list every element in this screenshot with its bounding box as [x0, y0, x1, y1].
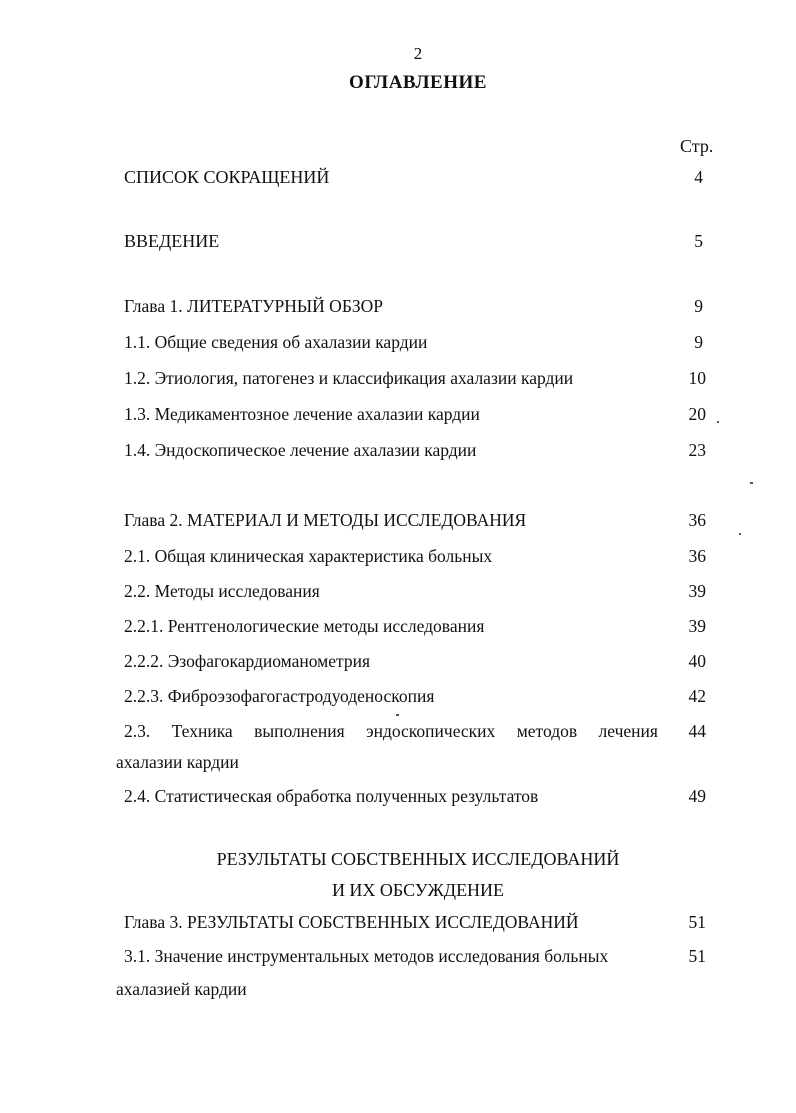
toc-entry-introduction: ВВЕДЕНИЕ: [124, 231, 220, 251]
scan-speck: [396, 714, 399, 716]
page-title: ОГЛАВЛЕНИЕ: [349, 72, 487, 93]
toc-entry-page: 10: [688, 368, 706, 388]
toc-word: Техника: [171, 721, 233, 741]
toc-entry-3-1-line2: ахалазией кардии: [116, 979, 247, 999]
toc-entry-chapter-2: Глава 2. МАТЕРИАЛ И МЕТОДЫ ИССЛЕДОВАНИЯ: [124, 510, 527, 530]
toc-entry-abbreviations: СПИСОК СОКРАЩЕНИЙ: [124, 167, 330, 187]
scan-speck: [717, 421, 719, 423]
toc-word: методов: [516, 721, 578, 741]
toc-entry-2-3-line2: ахалазии кардии: [116, 752, 239, 772]
toc-entry-page: 4: [694, 167, 703, 187]
toc-entry-page: 36: [688, 546, 706, 566]
toc-entry-page: 20: [688, 404, 706, 424]
page-number: 2: [413, 44, 423, 63]
toc-word: лечения: [598, 721, 658, 741]
toc-entry-chapter-1: Глава 1. ЛИТЕРАТУРНЫЙ ОБЗОР: [124, 296, 384, 316]
toc-entry-page: 49: [688, 786, 706, 806]
toc-word: выполнения: [254, 721, 345, 741]
toc-entry-page: 51: [688, 912, 706, 932]
toc-entry-page: 9: [694, 296, 703, 316]
section-heading-line1: РЕЗУЛЬТАТЫ СОБСТВЕННЫХ ИССЛЕДОВАНИЙ: [216, 849, 620, 869]
toc-entry-3-1-line1: 3.1. Значение инструментальных методов исследования больных: [124, 946, 609, 966]
toc-entry-1-1: 1.1. Общие сведения об ахалазии кардии: [124, 332, 428, 352]
toc-entry-page: 39: [688, 616, 706, 636]
toc-entry-chapter-3: Глава 3. РЕЗУЛЬТАТЫ СОБСТВЕННЫХ ИССЛЕДОВАНИЙ: [124, 912, 579, 932]
toc-entry-page: 44: [688, 721, 706, 741]
toc-entry-page: 5: [694, 231, 703, 251]
toc-entry-2-4: 2.4. Статистическая обработка полученных результатов: [124, 786, 539, 806]
toc-entry-1-2: 1.2. Этиология, патогенез и классификация ахалазии кардии: [124, 368, 574, 388]
toc-entry-1-4: 1.4. Эндоскопическое лечение ахалазии кардии: [124, 440, 477, 460]
toc-entry-2-2-3: 2.2.3. Фиброэзофагогастродуоденоскопия: [124, 686, 435, 706]
toc-word: 2.3.: [124, 721, 151, 741]
toc-entry-page: 9: [694, 332, 703, 352]
toc-entry-page: 42: [688, 686, 706, 706]
scan-speck: [739, 533, 741, 535]
toc-entry-page: 39: [688, 581, 706, 601]
toc-entry-page: 51: [688, 946, 706, 966]
page-column-label: Стр.: [680, 136, 714, 156]
toc-entry-1-3: 1.3. Медикаментозное лечение ахалазии кардии: [124, 404, 480, 424]
toc-entry-2-3-line1: [124, 721, 658, 742]
toc-entry-page: 40: [688, 651, 706, 671]
toc-entry-page: 23: [688, 440, 706, 460]
toc-entry-2-2-2: 2.2.2. Эзофагокардиоманометрия: [124, 651, 371, 671]
toc-word: эндоскопических: [366, 721, 496, 741]
scan-speck: [750, 482, 753, 484]
toc-entry-page: 36: [688, 510, 706, 530]
toc-entry-2-2: 2.2. Методы исследования: [124, 581, 320, 601]
toc-entry-2-1: 2.1. Общая клиническая характеристика больных: [124, 546, 493, 566]
toc-entry-2-2-1: 2.2.1. Рентгенологические методы исследования: [124, 616, 485, 636]
section-heading-line2: И ИХ ОБСУЖДЕНИЕ: [331, 880, 505, 900]
